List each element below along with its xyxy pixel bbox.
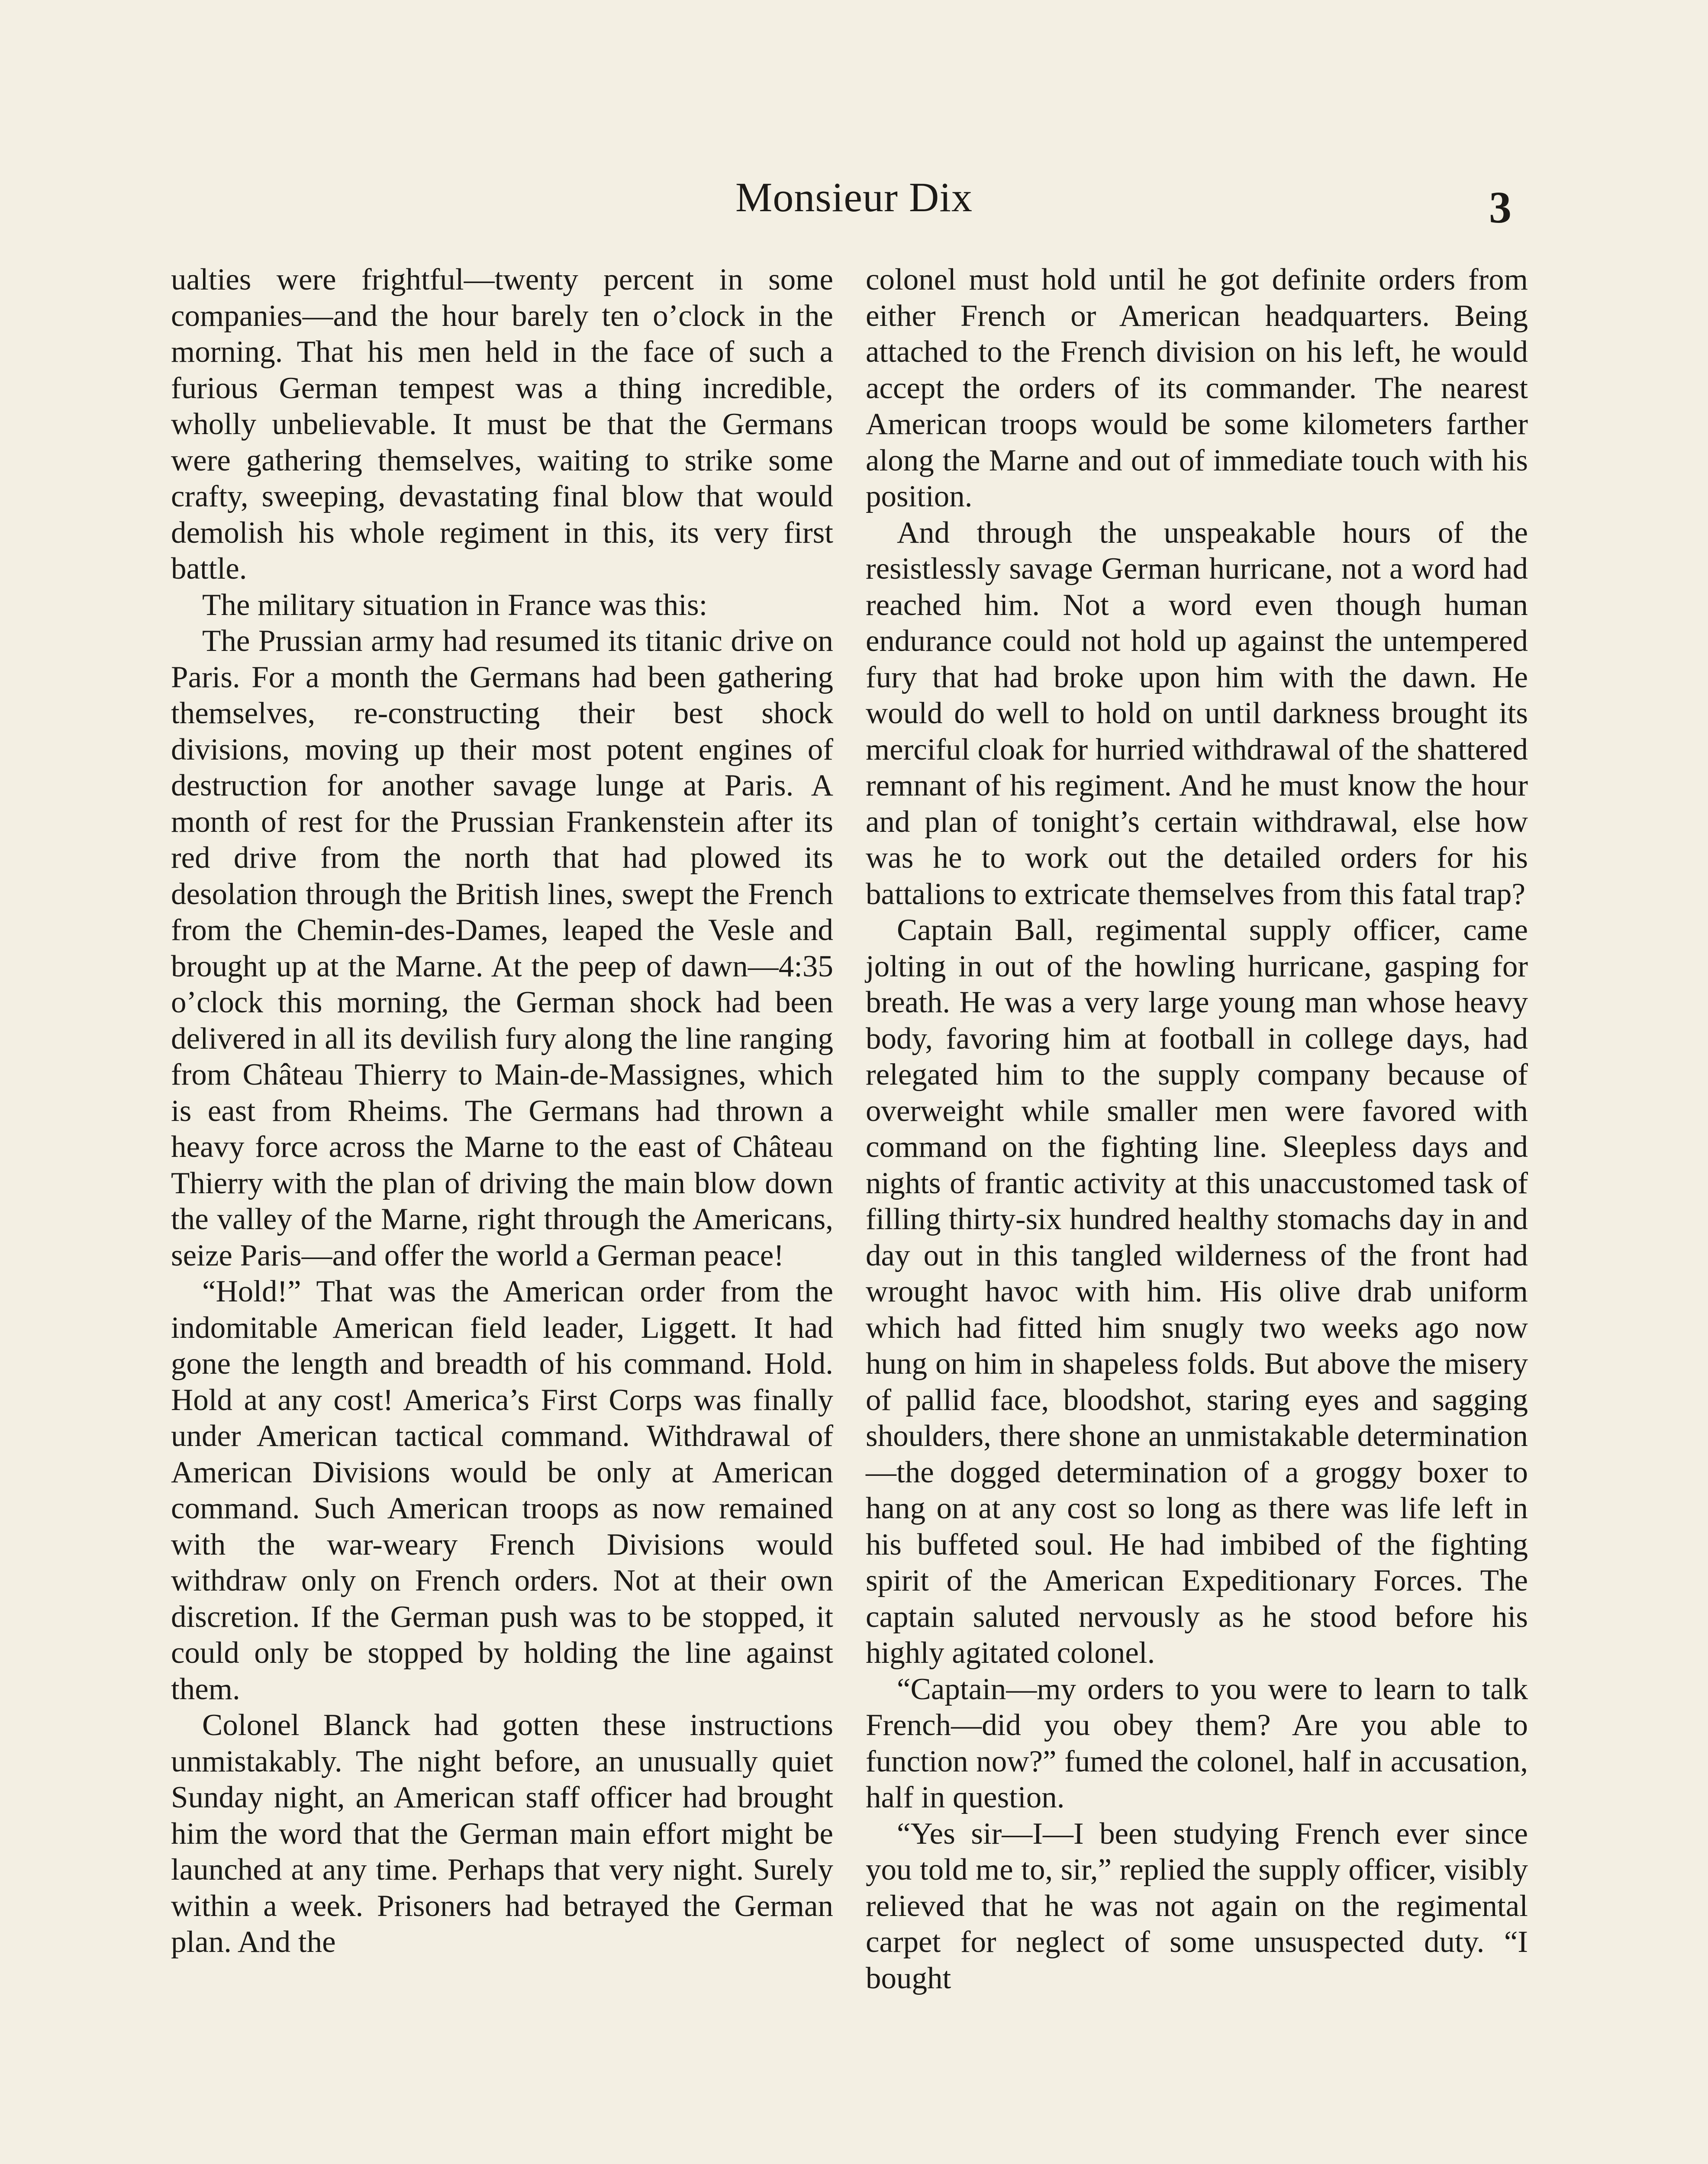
page-number: 3	[1489, 183, 1511, 232]
paragraph: The military situation in France was this:	[202, 588, 708, 622]
paragraph: “Yes sir—I—I been studying French ever since you told me to, sir,” replied the supply officer, visibly relieved that he was not again on the regimental carpet for neglect of some unsuspected duty. “I bought	[866, 1816, 1528, 1995]
right-column	[866, 262, 1528, 1997]
paragraph: Captain Ball, regimental supply officer, came jolting in out of the howling hurricane, gasping for breath. He was a very large young man whose heavy body, favoring him at football in college days, had relegated him to the supply company because of overweight while smaller men were favored with command on the fighting line. Sleepless days and nights of frantic activity at this unaccustomed task of filling thirty-six hundred healthy stomachs day in and day out in this tangled wilderness of the front had wrought havoc with him. His olive drab uniform which had fitted him snugly two weeks ago now hung on him in shapeless folds. But above the misery of pallid face, bloodshot, staring eyes and sagging shoulders, there shone an unmistakable determination—the dogged determination of a groggy boxer to hang on at any cost so long as there was life left in his buffeted soul. He had imbibed of the fighting spirit of the American Expeditionary Forces. The captain saluted nervously as he stood before his highly agitated colonel.	[866, 913, 1528, 1670]
running-title: Monsieur Dix	[735, 174, 973, 220]
paragraph: And through the unspeakable hours of the resistlessly savage German hurricane, not a word had reached him. Not a word even though human endurance could not hold up against the untempered fury that had broke upon him with the dawn. He would do well to hold on until darkness brought its merciful cloak for hurried withdrawal of the shattered remnant of his regiment. And he must know the hour and plan of tonight’s certain withdrawal, else how was he to work out the detailed orders for his battalions to extricate themselves from this fatal trap?	[866, 515, 1528, 911]
paragraph: “Captain—my orders to you were to learn to talk French—did you obey them? Are you able to function now?” fumed the colonel, half in accusation, half in question.	[866, 1672, 1528, 1814]
paragraph: ualties were frightful—twenty percent in some companies—and the hour barely ten o’clock in the morning. That his men held in the face of such a furious German tempest was a thing incredible, wholly unbelievable. It must be that the Germans were gathering themselves, waiting to strike some crafty, sweeping, devastating final blow that would demolish his whole regiment in this, its very first battle.	[171, 263, 833, 586]
paragraph: The Prussian army had resumed its titanic drive on Paris. For a month the Germans had been gathering themselves, re-constructing their best shock divisions, moving up their most potent engines of destruction for another savage lunge at Paris. A month of rest for the Prussian Frankenstein after its red drive from the north that had plowed its desolation through the British lines, swept the French from the Chemin-des-Dames, leaped the Vesle and brought up at the Marne. At the peep of dawn—4:35 o’clock this morning, the German shock had been delivered in all its devilish fury along the line ranging from Château Thierry to Main-de-Massignes, which is east from Rheims. The Germans had thrown a heavy force across the Marne to the east of Château Thierry with the plan of driving the main blow down the valley of the Marne, right through the Americans, seize Paris—and offer the world a German peace!	[171, 624, 833, 1272]
paragraph: colonel must hold until he got definite orders from either French or American headquarters. Being attached to the French division on his left, he would accept the orders of its commander. The nearest American troops would be some kilometers farther along the Marne and out of immediate touch with his position.	[866, 263, 1528, 513]
paragraph: Colonel Blanck had gotten these instructions unmistakably. The night before, an unusually quiet Sunday night, an American staff officer had brought him the word that the German main effort might be launched at any time. Perhaps that very night. Surely within a week. Prisoners had betrayed the German plan. And the	[171, 1708, 833, 1959]
left-column	[171, 262, 833, 1961]
paragraph: “Hold!” That was the American order from the indomitable American field leader, Liggett. It had gone the length and breadth of his command. Hold. Hold at any cost! America’s First Corps was finally under American tactical command. Withdrawal of American Divisions would be only at American command. Such American troops as now remained with the war-weary French Divisions would withdraw only on French orders. Not at their own discretion. If the German push was to be stopped, it could only be stopped by holding the line against them.	[171, 1275, 833, 1706]
